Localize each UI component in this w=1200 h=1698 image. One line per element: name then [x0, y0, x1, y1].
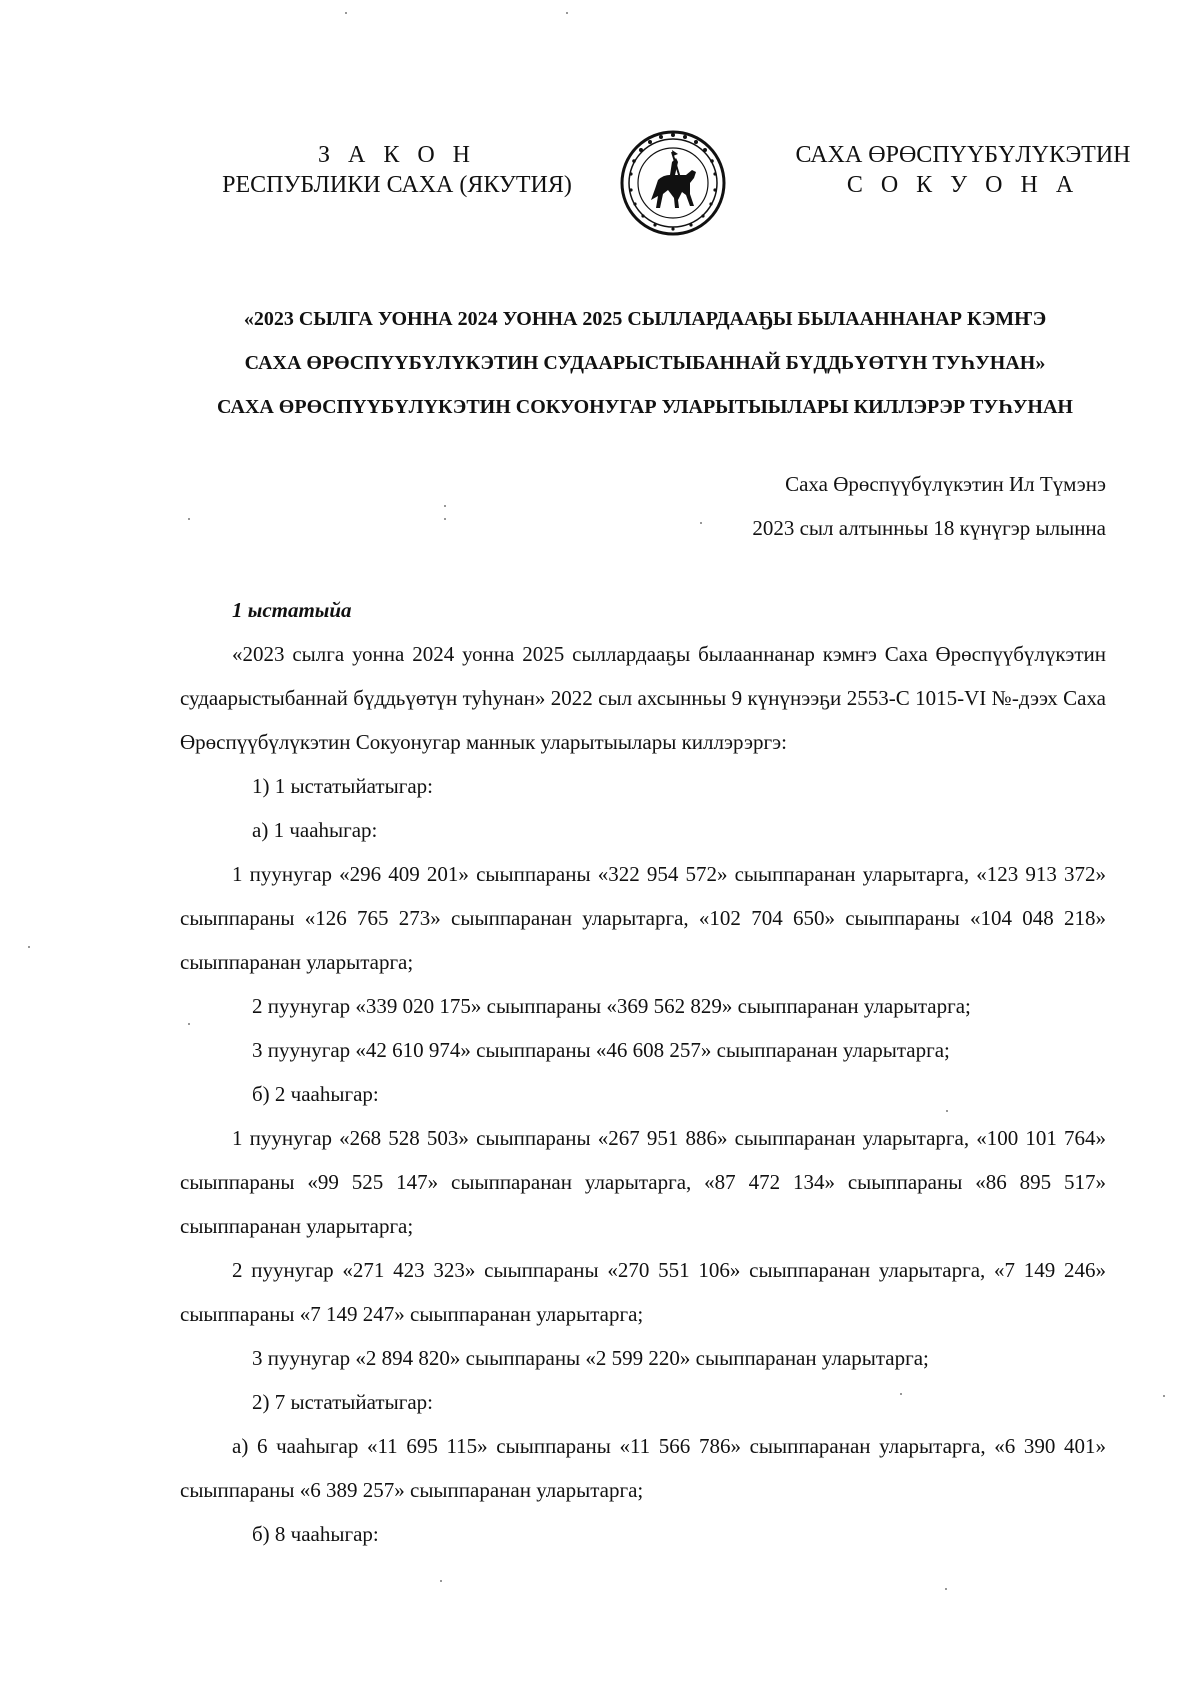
- coat-of-arms-emblem-icon: [620, 128, 726, 238]
- scan-speck: [188, 518, 190, 520]
- scan-speck: [945, 1588, 947, 1590]
- scan-speck: [1163, 1395, 1165, 1397]
- header-left-block: [212, 140, 582, 200]
- document-title: [180, 297, 1110, 429]
- item-1a: а) 1 чааһыгар:: [252, 818, 378, 842]
- scan-speck: [440, 1580, 442, 1582]
- scan-speck: [345, 12, 347, 14]
- title-line-2: САХА ӨРӨСПҮҮБҮЛҮКЭТИН СУДААРЫСТЫБАННАЙ БҮДДЬҮӨТҮН ТУҺУНАН»: [244, 352, 1046, 374]
- title-line-1: «2023 СЫЛГА УОННА 2024 УОННА 2025 СЫЛЛАРДААҔЫ БЫЛААННАНАР КЭМҤЭ: [243, 308, 1047, 330]
- scan-speck: [444, 518, 446, 520]
- header-right-block: [788, 140, 1138, 200]
- item-1a-point-3: 3 пуунугар «42 610 974» сыыппараны «46 608 257» сыыппаранан уларытарга;: [252, 1038, 950, 1062]
- article-body: [180, 588, 1106, 1556]
- item-1: 1) 1 ыстатыйатыгар:: [252, 774, 433, 798]
- item-1b-point-2: 2 пуунугар «271 423 323» сыыппараны «270 551 106» сыыппаранан уларытарга, «7 149 246» сыыппараны «7 149 247» сыыппаранан уларытарга;: [180, 1258, 1106, 1326]
- item-1a-point-1: 1 пуунугар «296 409 201» сыыппараны «322 954 572» сыыппаранан уларытарга, «123 913 372» сыыппараны «126 765 273» сыыппаранан уларытарга, «102 704 650» сыыппараны «104 048 218» сыыппаранан уларытарга;: [180, 862, 1106, 974]
- header-law-label: З А К О Н: [317, 142, 477, 168]
- scan-speck: [900, 1393, 902, 1395]
- item-2a: а) 6 чааһыгар «11 695 115» сыыппараны «11 566 786» сыыппаранан уларытарга, «6 390 401» сыыппараны «6 389 257» сыыппаранан уларытарга;: [180, 1434, 1106, 1502]
- scan-speck: [566, 12, 568, 14]
- scan-speck: [28, 946, 30, 948]
- article-heading: 1 ыстатыйа: [232, 598, 352, 622]
- item-1b-point-3: 3 пуунугар «2 894 820» сыыппараны «2 599 220» сыыппаранан уларытарга;: [252, 1346, 929, 1370]
- item-2: 2) 7 ыстатыйатыгар:: [252, 1390, 433, 1414]
- scan-speck: [700, 522, 702, 524]
- scan-speck: [946, 1110, 948, 1112]
- adoption-date: 2023 сыл алтынньы 18 күнүгэр ылынна: [752, 516, 1106, 540]
- item-1a-point-2: 2 пуунугар «339 020 175» сыыппараны «369 562 829» сыыппаранан уларытарга;: [252, 994, 971, 1018]
- item-1b-point-1: 1 пуунугар «268 528 503» сыыппараны «267 951 886» сыыппаранан уларытарга, «100 101 764» сыыппараны «99 525 147» сыыппаранан уларытарга, «87 472 134» сыыппараны «86 895 517» сыыппаранан уларытарга;: [180, 1126, 1106, 1238]
- adoption-body: Саха Өрөспүүбүлүкэтин Ил Түмэнэ: [785, 472, 1106, 496]
- adoption-block: [752, 462, 1106, 550]
- scan-speck: [188, 1023, 190, 1025]
- title-line-3: САХА ӨРӨСПҮҮБҮЛҮКЭТИН СОКУОНУГАР УЛАРЫТЫЫЛАРЫ КИЛЛЭРЭР ТУҺУНАН: [217, 396, 1073, 418]
- header-law-sakha-label: С О К У О Н А: [846, 172, 1080, 198]
- header-republic-label: РЕСПУБЛИКИ САХА (ЯКУТИЯ): [222, 172, 572, 198]
- item-1b: б) 2 чааһыгар:: [252, 1082, 379, 1106]
- item-2b: б) 8 чааһыгар:: [252, 1522, 379, 1546]
- header-republic-sakha-label: САХА ӨРӨСПҮҮБҮЛҮКЭТИН: [795, 142, 1131, 168]
- scan-speck: [444, 505, 446, 507]
- article-intro: «2023 сылга уонна 2024 уонна 2025 сыллардааҕы былааннанар кэмҥэ Саха Өрөспүүбүлүкэтин судаарыстыбаннай бүддьүөтүн туһунан» 2022 сыл ахсынньы 9 күнүнээҕи 2553-С 1015-VI №-дээх Саха Өрөспүүбүлүкэтин Сокуонугар маннык уларытыылары киллэрэргэ:: [180, 642, 1106, 754]
